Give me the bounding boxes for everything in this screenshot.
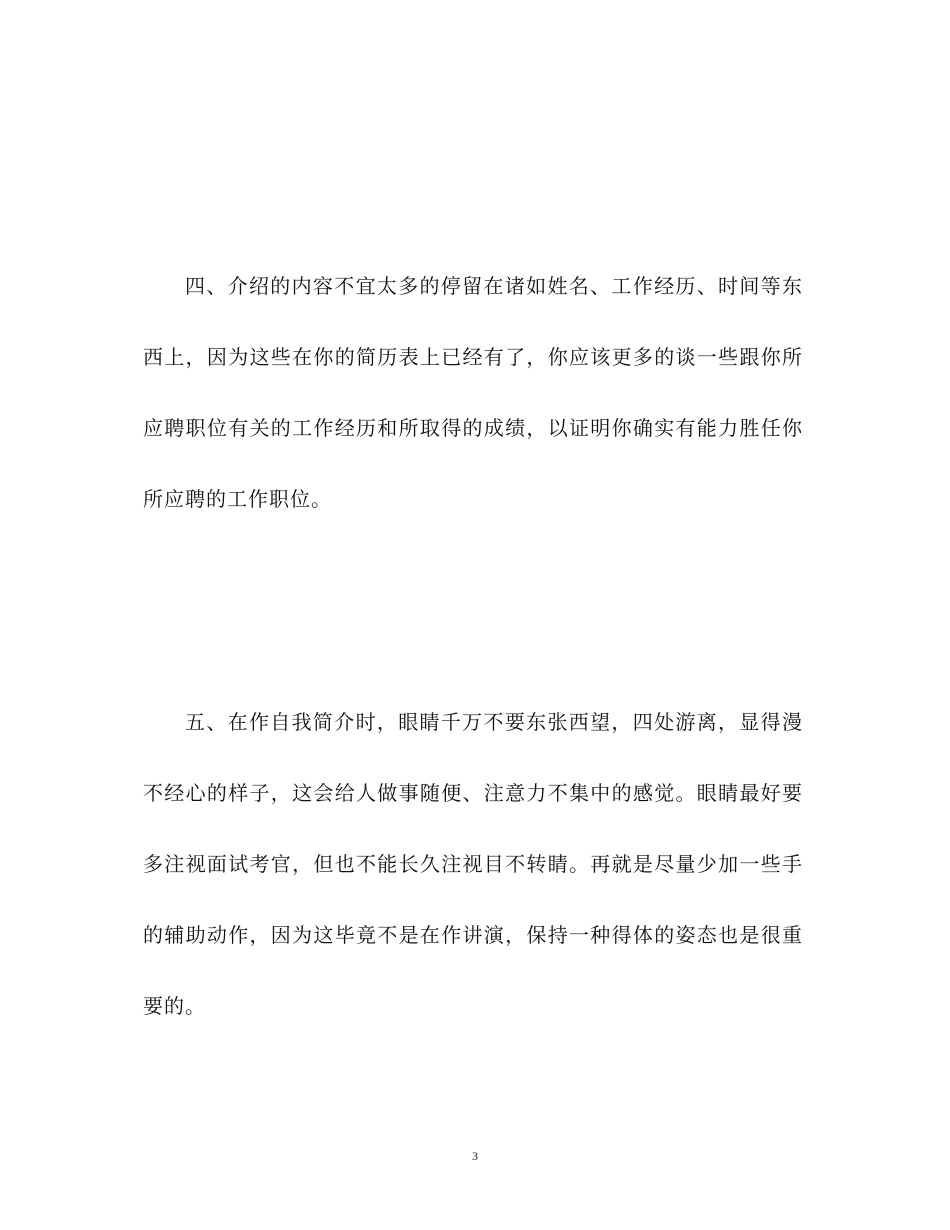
paragraph-point-four: 四、介绍的内容不宜太多的停留在诸如姓名、工作经历、时间等东西上，因为这些在你的简历表上已经有了，你应该更多的谈一些跟你所应聘职位有关的工作经历和所取得的成绩，以证明你确实有能力胜任你所应聘的工作职位。: [143, 274, 803, 511]
paragraph-point-five: 五、在作自我简介时，眼睛千万不要东张西望，四处游离，显得漫不经心的样子，这会给人做事随便、注意力不集中的感觉。眼睛最好要多注视面试考官，但也不能长久注视目不转睛。再就是尽量少加一些手的辅助动作，因为这毕竟不是在作讲演，保持一种得体的姿态也是很重要的。: [143, 710, 803, 1018]
page-number: 3: [472, 1149, 478, 1163]
